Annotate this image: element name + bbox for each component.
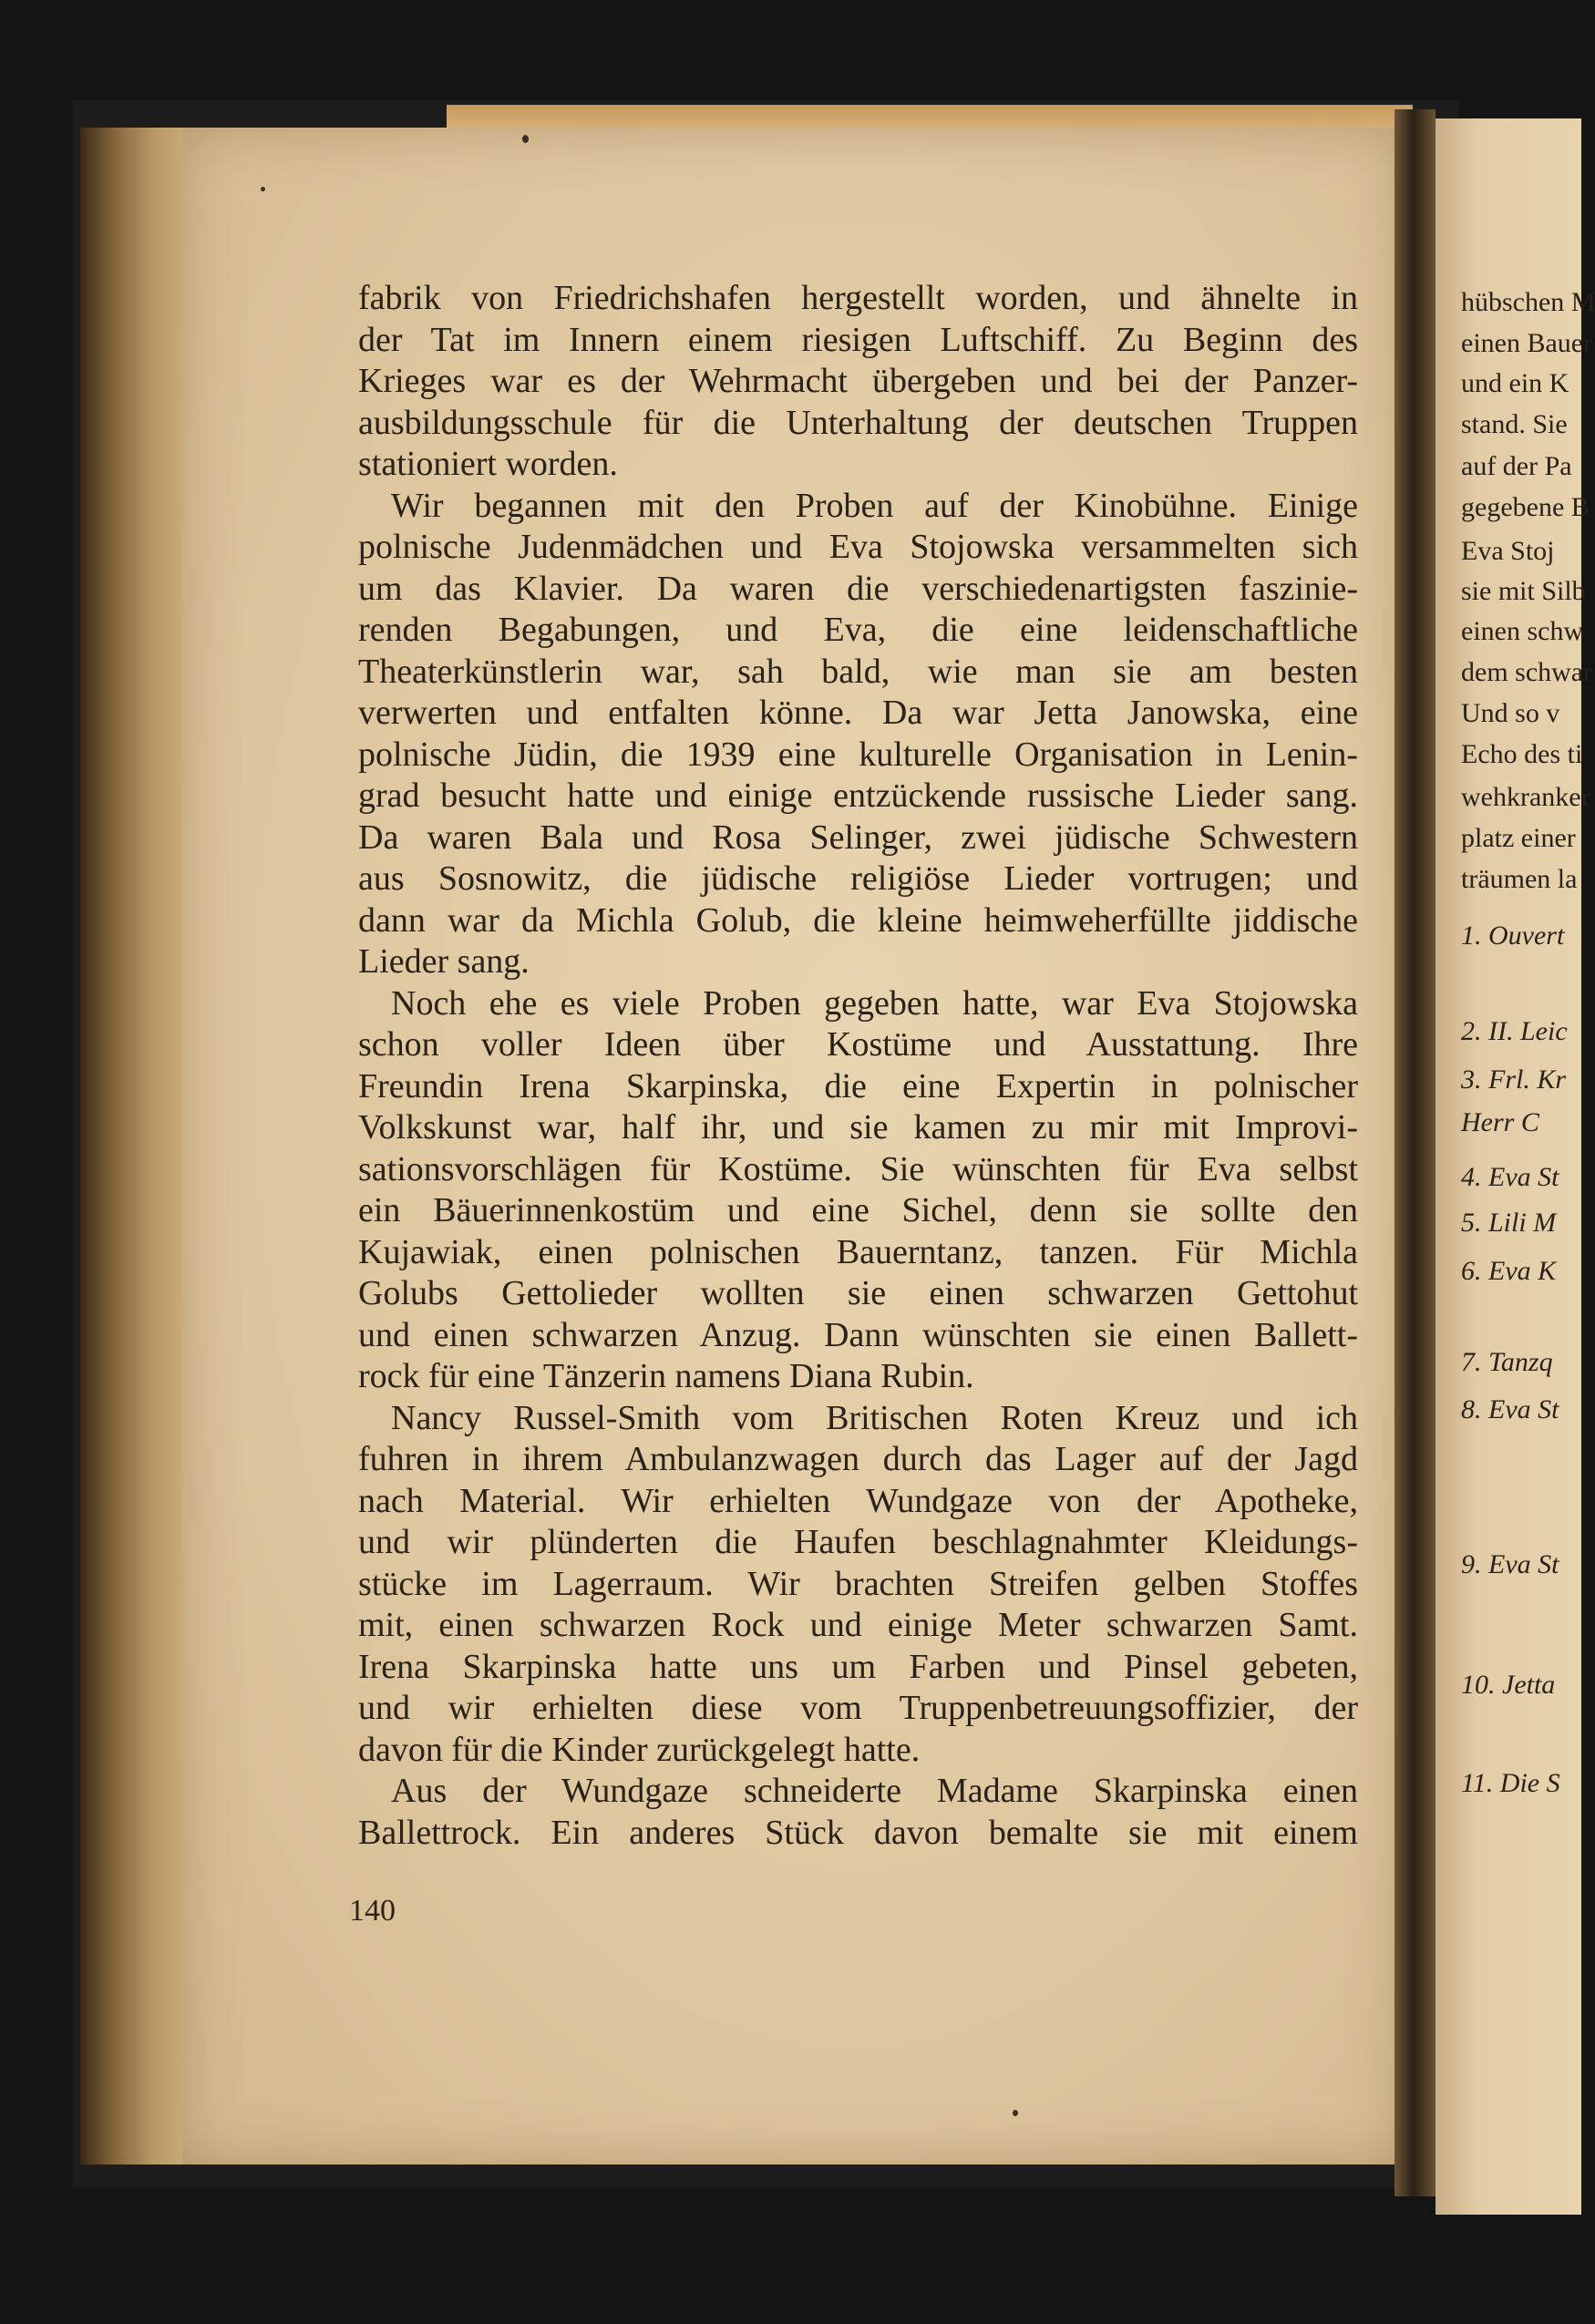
right-page-fragment: 8. Eva St bbox=[1461, 1394, 1559, 1424]
text-line: Volkskunst war, half ihr, und sie kamen zu mir mit Improvi- bbox=[358, 1108, 1358, 1147]
text-line: und wir erhielten diese vom Truppenbetreuungsoffizier, der bbox=[358, 1689, 1358, 1727]
text-line: aus Sosnowitz, die jüdische religiöse Lieder vortrugen; und bbox=[358, 859, 1358, 898]
right-page-fragment: 5. Lili M bbox=[1461, 1208, 1557, 1238]
text-line: fuhren in ihrem Ambulanzwagen durch das Lager auf der Jagd bbox=[358, 1440, 1358, 1478]
text-line: Krieges war es der Wehrmacht übergeben und bei der Panzer- bbox=[358, 362, 1358, 400]
text-line: grad besucht hatte und einige entzückende russische Lieder sang. bbox=[358, 776, 1358, 815]
text-line: polnische Judenmädchen und Eva Stojowska versammelten sich bbox=[358, 528, 1358, 566]
right-page-fragment: 2. II. Leic bbox=[1461, 1016, 1568, 1046]
right-page-fragment: Und so v bbox=[1461, 698, 1560, 728]
text-line: stationiert worden. bbox=[358, 445, 618, 483]
right-page-fragment: 3. Frl. Kr bbox=[1461, 1064, 1567, 1095]
right-page-fragment: hübschen M bbox=[1461, 287, 1595, 317]
text-line: und wir plünderten die Haufen beschlagnahmter Kleidungs- bbox=[358, 1523, 1358, 1561]
text-line: stücke im Lagerraum. Wir brachten Streifen gelben Stoffes bbox=[358, 1564, 1358, 1603]
text-line: um das Klavier. Da waren die verschiedenartigsten faszinie- bbox=[358, 569, 1358, 608]
text-line: sationsvorschlägen für Kostüme. Sie wünschten für Eva selbst bbox=[358, 1149, 1358, 1188]
right-page-fragment: platz einer bbox=[1461, 823, 1576, 853]
page-stack-edge bbox=[80, 128, 185, 2165]
right-page-fragment: Herr C bbox=[1461, 1107, 1539, 1137]
text-line: rock für eine Tänzerin namens Diana Rubin. bbox=[358, 1357, 974, 1395]
ink-speck bbox=[1013, 2110, 1018, 2116]
text-line: davon für die Kinder zurückgelegt hatte. bbox=[358, 1730, 921, 1769]
page-number: 140 bbox=[349, 1894, 396, 1928]
text-line: Lieder sang. bbox=[358, 942, 530, 981]
right-page-fragment: Eva Stoj bbox=[1461, 536, 1555, 566]
right-page-fragment: stand. Sie bbox=[1461, 409, 1568, 439]
text-line: polnische Jüdin, die 1939 eine kulturelle Organisation in Lenin- bbox=[358, 735, 1358, 774]
page-top-edge bbox=[447, 105, 1413, 130]
text-line: Aus der Wundgaze schneiderte Madame Skarpinska einen bbox=[391, 1772, 1358, 1810]
text-line: Wir begannen mit den Proben auf der Kinobühne. Einige bbox=[391, 486, 1358, 525]
right-page-fragment: 1. Ouvert bbox=[1461, 920, 1565, 951]
text-line: Freundin Irena Skarpinska, die eine Expertin in polnischer bbox=[358, 1066, 1358, 1105]
right-page-fragment: 6. Eva K bbox=[1461, 1256, 1557, 1286]
right-page-fragment: gegebene B bbox=[1461, 492, 1590, 522]
book-gutter bbox=[1394, 109, 1436, 2196]
right-page-fragment: dem schwar bbox=[1461, 657, 1593, 687]
ink-speck bbox=[522, 135, 529, 143]
ink-speck bbox=[261, 187, 265, 191]
text-line: schon voller Ideen über Kostüme und Ausstattung. Ihre bbox=[358, 1025, 1358, 1064]
right-page-fragment: 9. Eva St bbox=[1461, 1549, 1559, 1579]
right-page-fragment: 4. Eva St bbox=[1461, 1162, 1559, 1192]
text-line: Ballettrock. Ein anderes Stück davon bemalte sie mit einem bbox=[358, 1813, 1358, 1852]
right-page-fragment: träumen la bbox=[1461, 864, 1578, 894]
right-page-fragment: einen schw bbox=[1461, 616, 1584, 646]
text-line: nach Material. Wir erhielten Wundgaze von der Apotheke, bbox=[358, 1481, 1358, 1520]
text-line: der Tat im Innern einem riesigen Luftschiff. Zu Beginn des bbox=[358, 320, 1358, 359]
text-line: Da waren Bala und Rosa Selinger, zwei jüdische Schwestern bbox=[358, 818, 1358, 857]
text-line: dann war da Michla Golub, die kleine heimweherfüllte jiddische bbox=[358, 900, 1358, 940]
text-line: und einen schwarzen Anzug. Dann wünschten sie einen Ballett- bbox=[358, 1315, 1358, 1354]
text-line: Noch ehe es viele Proben gegeben hatte, war Eva Stojowska bbox=[391, 983, 1358, 1023]
text-line: Golubs Gettolieder wollten sie einen schwarzen Gettohut bbox=[358, 1274, 1358, 1312]
right-page-fragment: und ein K bbox=[1461, 368, 1569, 398]
text-line: mit, einen schwarzen Rock und einige Meter schwarzen Samt. bbox=[358, 1606, 1358, 1644]
text-line: Irena Skarpinska hatte uns um Farben und Pinsel gebeten, bbox=[358, 1647, 1358, 1686]
text-line: Theaterkünstlerin war, sah bald, wie man sie am besten bbox=[358, 652, 1358, 691]
right-page-fragment: 7. Tanzq bbox=[1461, 1347, 1553, 1377]
text-line: fabrik von Friedrichshafen hergestellt worden, und ähnelte in bbox=[358, 279, 1358, 317]
right-page-fragment: Echo des ti bbox=[1461, 739, 1583, 769]
right-page-fragment: 10. Jetta bbox=[1461, 1670, 1556, 1700]
right-page-fragment: auf der Pa bbox=[1461, 451, 1572, 481]
right-page-fragment: einen Bauer bbox=[1461, 328, 1593, 358]
text-line: verwerten und entfalten könne. Da war Jetta Janowska, eine bbox=[358, 694, 1358, 732]
page-body-text bbox=[358, 278, 1358, 1854]
right-page-fragment: 11. Die S bbox=[1461, 1768, 1560, 1798]
text-line: ein Bäuerinnenkostüm und eine Sichel, denn sie sollte den bbox=[358, 1191, 1358, 1229]
right-page-fragment: wehkranker bbox=[1461, 782, 1590, 812]
right-page-fragment: sie mit Silb bbox=[1461, 576, 1586, 606]
text-line: ausbildungsschule für die Unterhaltung der deutschen Truppen bbox=[358, 403, 1358, 442]
text-line: Kujawiak, einen polnischen Bauerntanz, tanzen. Für Michla bbox=[358, 1232, 1358, 1271]
text-line: Nancy Russel-Smith vom Britischen Roten Kreuz und ich bbox=[391, 1398, 1358, 1437]
text-line: renden Begabungen, und Eva, die eine leidenschaftliche bbox=[358, 611, 1358, 649]
